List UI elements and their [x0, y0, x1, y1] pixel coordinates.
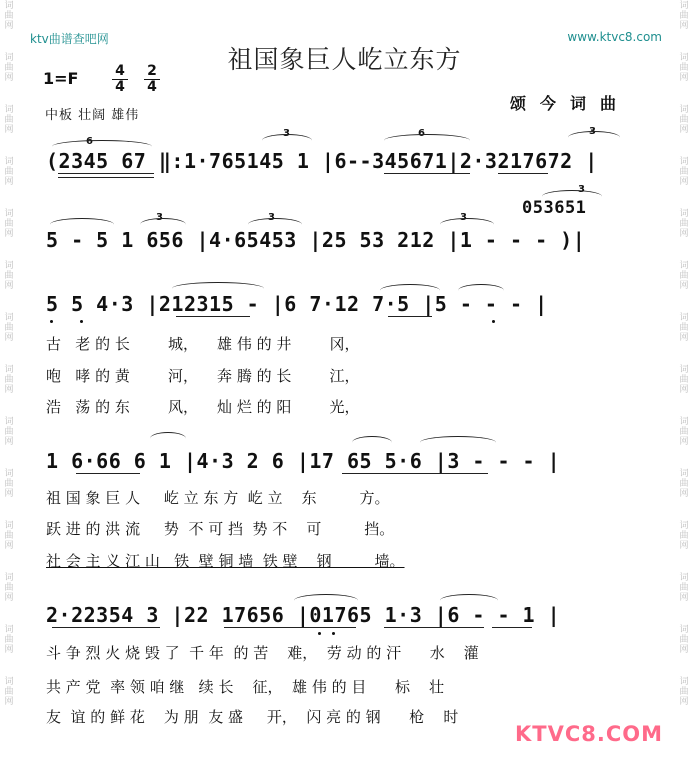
tuplet-mark: 3 — [156, 212, 163, 223]
watermark-text: 词曲网 — [677, 520, 688, 550]
beam — [388, 316, 432, 317]
slur — [420, 436, 496, 449]
site-url-link[interactable]: www.ktvc8.com — [567, 30, 662, 44]
left-watermark-strip — [0, 0, 14, 774]
tuplet-mark: 6 — [86, 136, 93, 147]
low-octave-dot — [318, 632, 321, 635]
slur — [568, 131, 620, 144]
site-name-link[interactable]: ktv曲谱查吧网 — [30, 32, 109, 46]
beam — [224, 627, 356, 628]
notation-row-4: 1 6·66 6 1 |4·3 2 6 |17 65 5·6 |3 - - - | — [46, 449, 561, 473]
lyric-verse3-line3: 友 谊 的 鲜 花 为 朋 友 盛 开， 闪 亮 的 钢 枪 时 — [46, 708, 459, 726]
watermark-text: 词曲网 — [2, 520, 13, 550]
beam — [58, 177, 154, 178]
watermark-text: 词曲网 — [2, 156, 13, 186]
tuplet-mark: 3 — [460, 212, 467, 223]
watermark-text: 词曲网 — [677, 260, 688, 290]
interlude-notes: 053651 — [522, 198, 587, 218]
meter-top: 4 — [115, 63, 125, 79]
tuplet-mark: 3 — [578, 184, 585, 195]
site-logo: KTVC8.COM — [514, 722, 663, 746]
notation-row-3: 5 5 4·3 |212315 - |6 7·12 7·5 |5 - - - | — [46, 292, 548, 316]
time-signature-2-4 — [144, 64, 160, 95]
watermark-text: 词曲网 — [2, 312, 13, 342]
watermark-text: 词曲网 — [2, 52, 13, 82]
meter-bottom: 4 — [144, 79, 160, 95]
tuplet-mark: 6 — [418, 128, 425, 139]
slur — [384, 134, 470, 147]
watermark-text: 词曲网 — [2, 624, 13, 654]
notation-row-2: 5 - 5 1 656 |4·65453 |25 53 212 |1 - - - )| — [46, 228, 586, 252]
watermark-text: 词曲网 — [2, 468, 13, 498]
lyric-verse2-line2: 跃 进 的 洪 流 势 不 可 挡 势 不 可 挡。 — [46, 520, 395, 538]
watermark-text: 词曲网 — [2, 208, 13, 238]
watermark-text: 词曲网 — [677, 312, 688, 342]
beam — [384, 627, 484, 628]
lyric-verse2-line1: 祖 国 象 巨 人 屹 立 东 方 屹 立 东 方。 — [46, 489, 390, 507]
beam — [492, 627, 532, 628]
watermark-text: 词曲网 — [677, 208, 688, 238]
low-octave-dot — [80, 320, 83, 323]
meter-top: 2 — [147, 63, 157, 79]
right-watermark-strip — [675, 0, 689, 774]
watermark-text: 词曲网 — [677, 52, 688, 82]
beam — [52, 627, 160, 628]
slur — [262, 134, 312, 147]
beam — [498, 173, 548, 174]
watermark-text: 词曲网 — [677, 572, 688, 602]
low-octave-dot — [332, 632, 335, 635]
beam — [76, 473, 140, 474]
slur — [352, 436, 392, 449]
low-octave-dot — [492, 320, 495, 323]
tuplet-mark: 3 — [268, 212, 275, 223]
beam — [176, 316, 250, 317]
beam — [342, 473, 488, 474]
watermark-text: 词曲网 — [677, 0, 688, 30]
watermark-text: 词曲网 — [2, 416, 13, 446]
notation-row-5: 2·22354 3 |22 17656 |01765 1·3 |6 - - 1 | — [46, 603, 561, 627]
watermark-text: 词曲网 — [2, 104, 13, 134]
meter-bottom: 4 — [112, 79, 128, 95]
watermark-text: 词曲网 — [677, 676, 688, 706]
slur — [542, 190, 602, 203]
beam — [58, 173, 154, 174]
tuplet-mark: 3 — [283, 128, 290, 139]
watermark-text: 词曲网 — [2, 572, 13, 602]
low-octave-dot — [50, 320, 53, 323]
beam — [384, 173, 470, 174]
key-signature: 1=F — [43, 69, 79, 88]
watermark-text: 词曲网 — [677, 156, 688, 186]
song-title: 祖国象巨人屹立东方 — [227, 45, 462, 74]
notation-row-1: (2345 67 ‖:1·765145 1 |6--345671|2·3217672 | — [46, 149, 598, 173]
lyric-verse2-line3: 社 会 主 义 江 山 铁 壁 铜 墙 铁 壁 钢 墙。 — [46, 552, 405, 570]
watermark-text: 词曲网 — [2, 364, 13, 394]
lyric-verse1-line2: 咆 哮 的 黄 河， 奔 腾 的 长 江， — [46, 367, 360, 385]
tuplet-mark: 3 — [589, 126, 596, 137]
slur — [150, 432, 186, 445]
watermark-text: 词曲网 — [677, 468, 688, 498]
watermark-text: 词曲网 — [677, 416, 688, 446]
lyric-verse1-line3: 浩 荡 的 东 风， 灿 烂 的 阳 光， — [46, 398, 360, 416]
tempo-marking: 中板 壮阔 雄伟 — [45, 108, 140, 123]
watermark-text: 词曲网 — [677, 624, 688, 654]
watermark-text: 词曲网 — [2, 0, 13, 30]
watermark-text: 词曲网 — [2, 676, 13, 706]
time-signature-4-4 — [112, 64, 128, 95]
lyric-verse3-line1: 斗 争 烈 火 烧 毁 了 千 年 的 苦 难， 劳 动 的 汗 水 灌 — [46, 644, 479, 662]
lyric-verse3-line2: 共 产 党 率 领 咱 继 续 长 征， 雄 伟 的 目 标 壮 — [46, 678, 445, 696]
author-credit: 颂今词曲 — [510, 94, 631, 113]
watermark-text: 词曲网 — [677, 364, 688, 394]
lyric-verse1-line1: 古 老 的 长 城， 雄 伟 的 井 冈， — [46, 335, 360, 353]
watermark-text: 词曲网 — [2, 260, 13, 290]
watermark-text: 词曲网 — [677, 104, 688, 134]
